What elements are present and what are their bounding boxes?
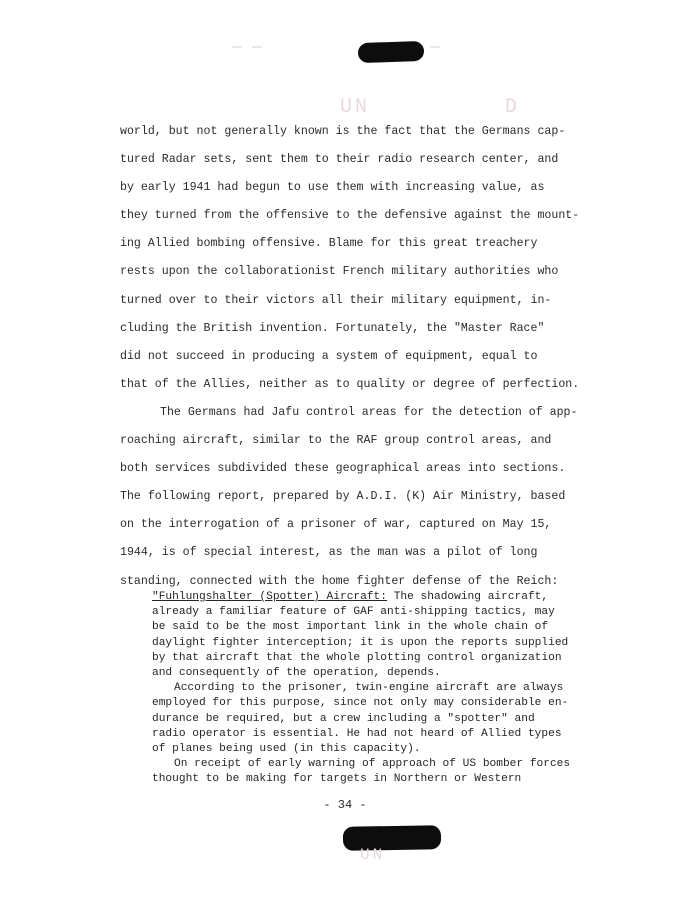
quote-line: of planes being used (in this capacity). xyxy=(152,742,421,755)
quote-line: thought to be making for targets in Northern or Western xyxy=(152,773,522,786)
body-line: that of the Allies, neither as to quality or degree of perfection. xyxy=(120,377,580,391)
body-text xyxy=(120,118,600,596)
quote-line: durance be required, but a crew including a "spotter" and xyxy=(152,712,535,725)
body-line: 1944, is of special interest, as the man was a pilot of long xyxy=(120,546,538,560)
body-line: The Germans had Jafu control areas for the detection of app- xyxy=(160,405,578,419)
quote-heading-line xyxy=(152,590,602,605)
quote-line: by that aircraft that the whole plotting control organization xyxy=(152,651,562,664)
speck xyxy=(232,46,242,48)
body-line: did not succeed in producing a system of equipment, equal to xyxy=(120,349,538,363)
quote-line: and consequently of the operation, depends. xyxy=(152,666,441,679)
quote-heading: "Fuhlungshalter (Spotter) Aircraft: xyxy=(152,591,387,603)
speck xyxy=(252,46,262,48)
quote-line: radio operator is essential. He had not heard of Allied types xyxy=(152,727,562,740)
redaction-bar-top xyxy=(358,41,425,63)
quote-heading-rest: The shadowing aircraft, xyxy=(386,591,549,603)
body-line: they turned from the offensive to the defensive against the mount- xyxy=(120,209,580,223)
quoted-report xyxy=(152,590,602,787)
body-line: world, but not generally known is the fact that the Germans cap- xyxy=(120,125,566,138)
body-line: standing, connected with the home fighter defense of the Reich: xyxy=(120,574,559,588)
body-line: on the interrogation of a prisoner of war, captured on May 15, xyxy=(120,518,552,532)
redaction-bar-bottom xyxy=(343,825,441,851)
page-number: - 34 - xyxy=(323,798,367,812)
quote-line: According to the prisoner, twin-engine aircraft are always xyxy=(174,682,564,695)
quote-line: already a familiar feature of GAF anti-shipping tactics, may xyxy=(152,606,555,619)
body-line: turned over to their victors all their military equipment, in- xyxy=(120,293,552,307)
speck xyxy=(430,46,440,48)
quote-line: On receipt of early warning of approach of US bomber forces xyxy=(174,758,571,771)
body-line: roaching aircraft, similar to the RAF group control areas, and xyxy=(120,434,552,448)
quote-line: employed for this purpose, since not only may considerable en- xyxy=(152,697,569,710)
faint-stamp-top: UN D xyxy=(340,96,521,119)
body-line: The following report, prepared by A.D.I. (K) Air Ministry, based xyxy=(120,490,566,504)
body-line: tured Radar sets, sent them to their radio research center, and xyxy=(120,153,559,167)
body-line: by early 1941 had begun to use them with increasing value, as xyxy=(120,181,545,195)
quote-line: be said to be the most important link in the whole chain of xyxy=(152,621,549,634)
body-line: both services subdivided these geographical areas into sections. xyxy=(120,462,566,476)
body-line: cluding the British invention. Fortunately, the "Master Race" xyxy=(120,321,545,335)
faint-stamp-bottom: UN xyxy=(360,846,386,864)
quote-line: daylight fighter interception; it is upon the reports supplied xyxy=(152,636,569,649)
body-line: ing Allied bombing offensive. Blame for this great treachery xyxy=(120,237,538,251)
body-line: rests upon the collaborationist French military authorities who xyxy=(120,265,559,279)
